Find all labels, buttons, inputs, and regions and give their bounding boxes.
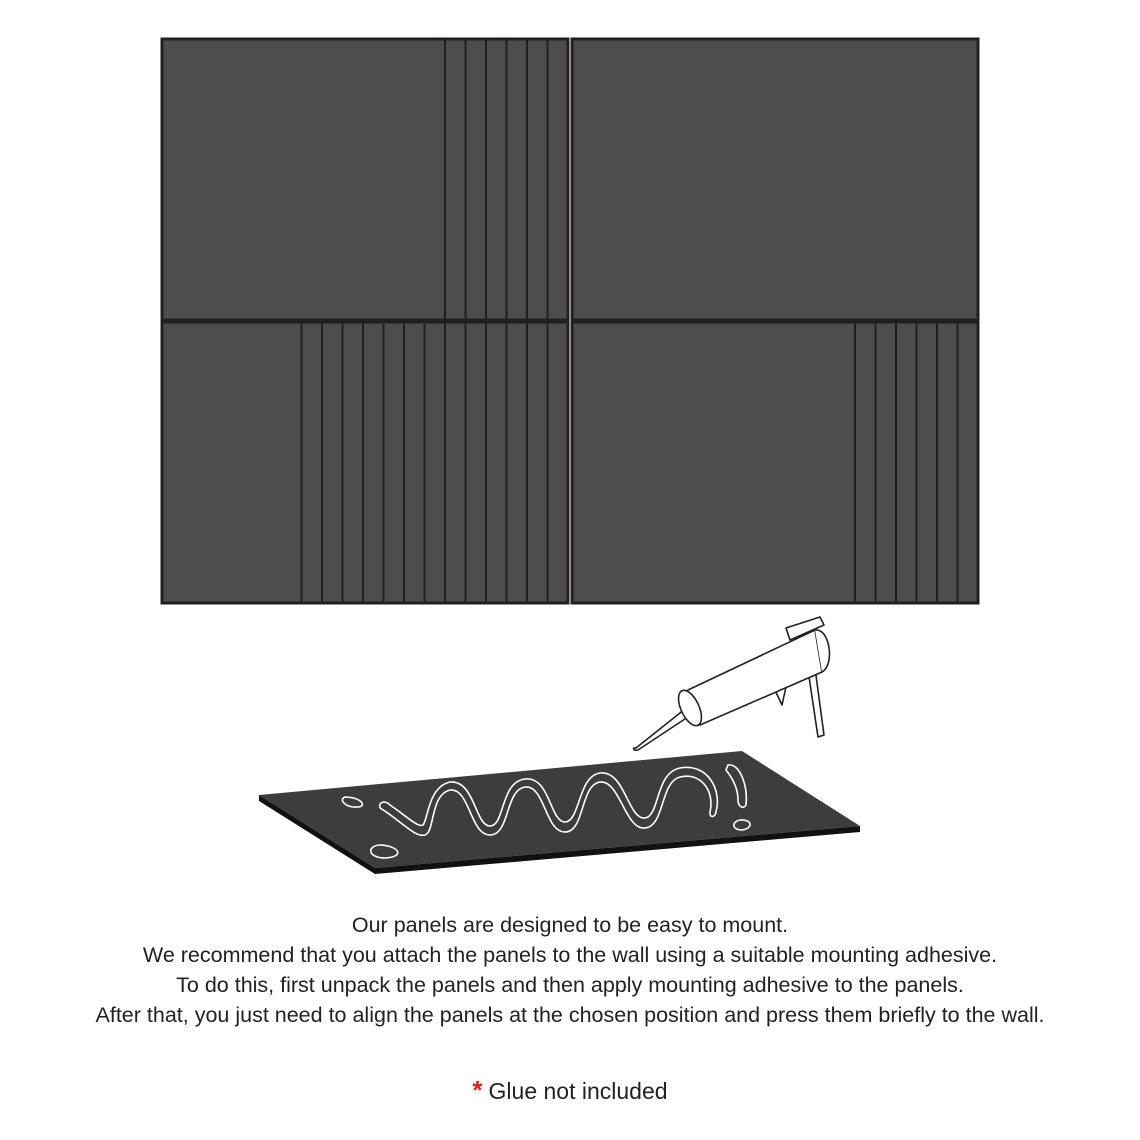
instruction-line: Our panels are designed to be easy to mount.: [351, 913, 789, 937]
asterisk-icon: *: [472, 1075, 483, 1105]
glue-note-text: Glue not included: [488, 1078, 668, 1104]
acoustic-panel-top-right: [572, 39, 978, 320]
instructions-text: [0, 910, 1140, 1030]
panel-grid: [162, 39, 978, 603]
instruction-line: To do this, first unpack the panels and then apply mounting adhesive to the panels.: [176, 973, 964, 997]
adhesive-panel: [259, 751, 860, 874]
caulking-gun-icon: [634, 617, 830, 750]
instruction-line: We recommend that you attach the panels to the wall using a suitable mounting adhesive.: [142, 943, 998, 967]
glue-note: [0, 1075, 1140, 1106]
instruction-line: After that, you just need to align the panels at the chosen position and press them briefly to the wall.: [95, 1003, 1045, 1027]
